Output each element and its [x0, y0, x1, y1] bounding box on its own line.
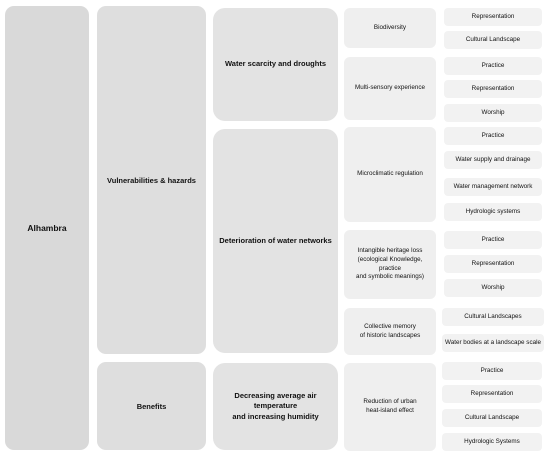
node-benefits-label: Benefits	[136, 401, 167, 411]
leaf-label: Hydrologic systems	[465, 208, 521, 216]
leaf-biodiversity-representation	[444, 8, 542, 26]
node-water-scarcity-label: Water scarcity and droughts	[225, 59, 326, 69]
leaf-label: Cultural Landscapes	[464, 313, 522, 321]
leaf-label: Worship	[481, 109, 505, 117]
node-biodiversity	[344, 8, 436, 48]
leaf-urban-representation	[442, 385, 542, 403]
leaf-label: Cultural Landscape	[465, 36, 521, 44]
leaf-label: Representation	[471, 260, 515, 268]
leaf-microclimatic-water-supply	[444, 151, 542, 169]
node-decreasing-temperature	[213, 363, 338, 450]
node-alhambra	[5, 6, 89, 450]
leaf-multisensory-worship	[444, 104, 542, 122]
node-benefits	[97, 362, 206, 450]
leaf-label: Representation	[470, 390, 514, 398]
leaf-urban-hydrologic-systems	[442, 433, 542, 451]
leaf-biodiversity-cultural-landscape	[444, 31, 542, 49]
leaf-label: Practice	[480, 367, 504, 375]
node-urban-heat-island	[344, 363, 436, 451]
leaf-label: Practice	[481, 236, 505, 244]
leaf-label: Water management network	[453, 183, 533, 191]
leaf-microclimatic-water-management	[444, 178, 542, 196]
leaf-microclimatic-hydrologic	[444, 203, 542, 221]
leaf-intangible-representation	[444, 255, 542, 273]
leaf-label: Cultural Landscape	[464, 414, 520, 422]
leaf-microclimatic-practice	[444, 127, 542, 145]
leaf-label: Representation	[471, 85, 515, 93]
leaf-label: Water bodies at a landscape scale	[444, 339, 542, 347]
node-collective-memory-label: Collective memory of historic landscapes	[359, 322, 421, 339]
node-deterioration-label: Deterioration of water networks	[219, 235, 332, 245]
node-microclimatic	[344, 127, 436, 222]
node-multisensory	[344, 57, 436, 120]
node-decreasing-temperature-label: Decreasing average air temperature and increasing humidity	[232, 391, 319, 421]
node-alhambra-label: Alhambra	[27, 223, 67, 233]
leaf-label: Water supply and drainage	[455, 156, 531, 164]
node-vulnerabilities-hazards	[97, 6, 206, 354]
leaf-urban-cultural-landscape	[442, 409, 542, 427]
node-microclimatic-label: Microclimatic regulation	[357, 170, 423, 178]
leaf-collective-cultural-landscapes	[442, 308, 544, 326]
leaf-collective-water-bodies	[442, 334, 544, 352]
leaf-multisensory-representation	[444, 80, 542, 98]
leaf-intangible-worship	[444, 279, 542, 297]
node-intangible-heritage-label: Intangible heritage loss (ecological Knowledge, practice and symbolic meanings)	[356, 246, 424, 281]
node-intangible-heritage	[344, 230, 436, 299]
node-water-scarcity	[213, 8, 338, 121]
leaf-multisensory-practice	[444, 57, 542, 75]
leaf-label: Practice	[481, 132, 505, 140]
node-biodiversity-label: Biodiversity	[373, 23, 407, 31]
leaf-label: Practice	[481, 62, 505, 70]
node-vulnerabilities-label: Vulnerabilities & hazards	[107, 175, 196, 185]
node-deterioration-water-networks	[213, 129, 338, 353]
leaf-label: Worship	[481, 284, 505, 292]
leaf-label: Representation	[471, 13, 515, 21]
node-urban-heat-island-label: Reduction of urban heat-island effect	[363, 398, 417, 414]
node-collective-memory	[344, 308, 436, 355]
leaf-urban-practice	[442, 362, 542, 380]
leaf-label: Hydrologic Systems	[464, 438, 520, 446]
node-multisensory-label: Multi-sensory experience	[355, 84, 425, 92]
leaf-intangible-practice	[444, 231, 542, 249]
